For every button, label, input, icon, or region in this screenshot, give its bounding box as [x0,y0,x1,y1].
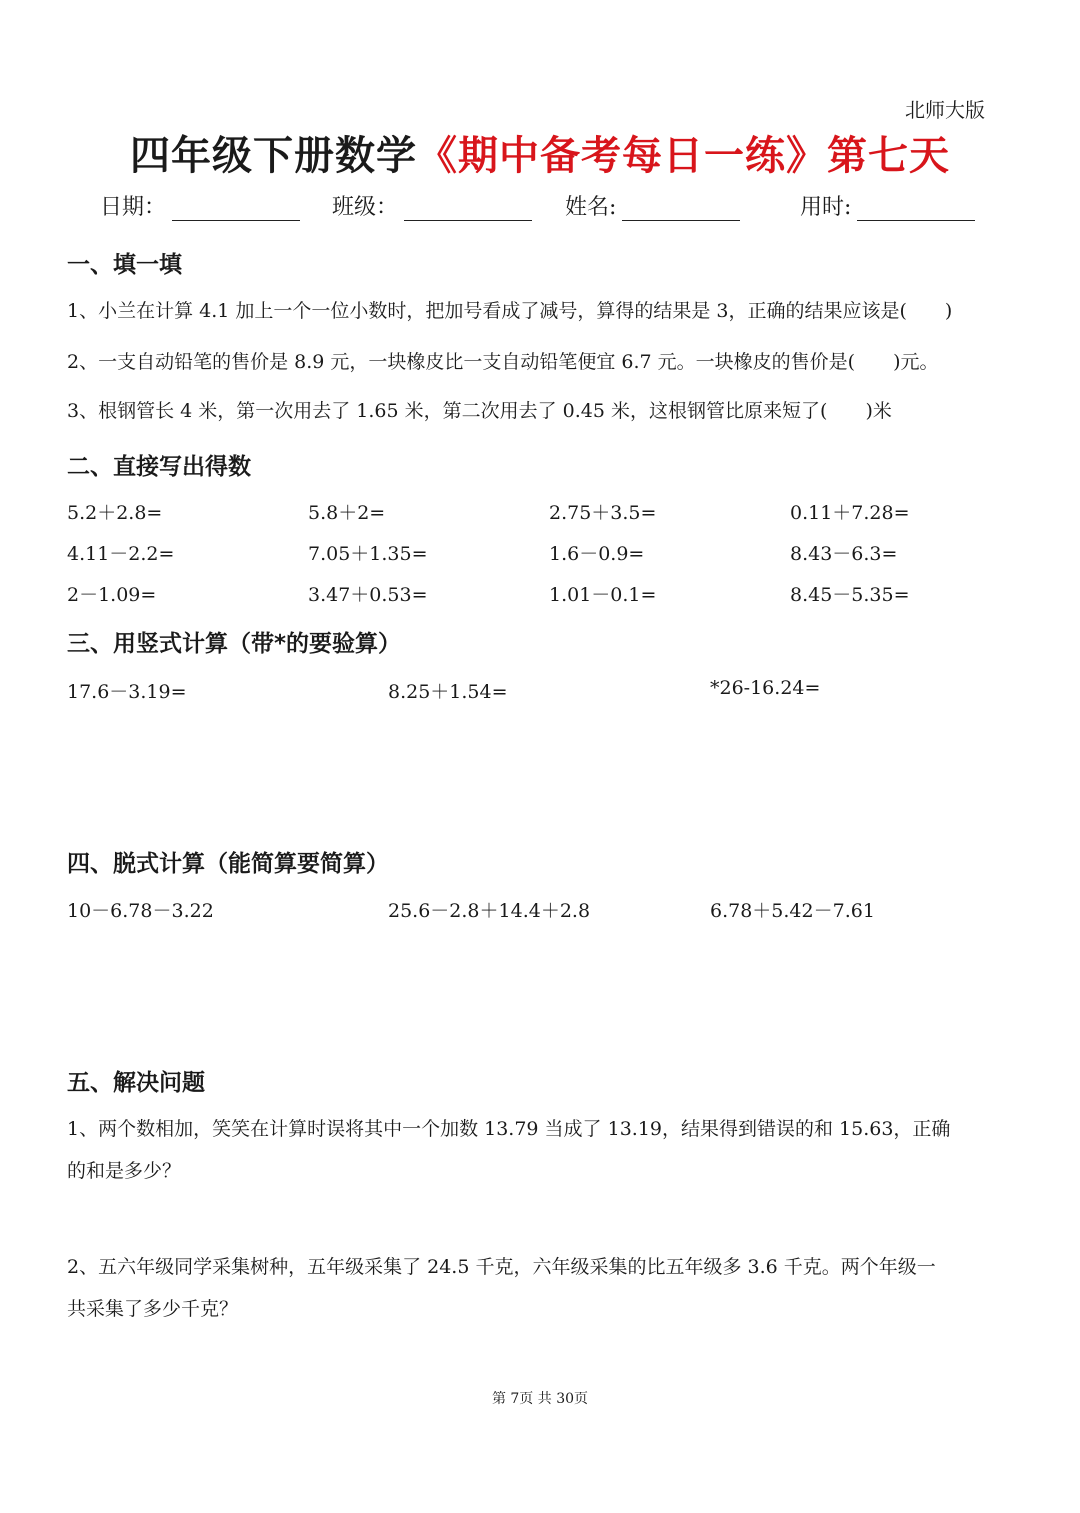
class-field[interactable] [332,190,532,221]
oral-calc-item: 5.2＋2.8= [67,502,163,524]
date-field[interactable] [100,190,300,221]
oral-calc-item: 3.47＋0.53= [308,584,428,606]
edition-label: 北师大版 [905,98,985,122]
oral-calc-item: 4.11－2.2= [67,543,175,565]
step-calc-item: 6.78＋5.42－7.61 [710,900,875,922]
oral-calc-item: 8.45－5.35= [790,584,910,606]
oral-calc-item: 0.11＋7.28= [790,502,910,524]
name-label: 姓名: [565,195,617,220]
step-calc-item: 10－6.78－3.22 [67,900,214,922]
name-field[interactable] [565,190,740,221]
section-vertical-calc-heading: 三、用竖式计算（带*的要验算） [67,631,402,657]
page-title [0,124,1080,181]
name-blank[interactable] [622,198,740,221]
oral-calc-item: 5.8＋2= [308,502,386,524]
class-blank[interactable] [404,198,532,221]
word-problem-2-line1: 2、五六年级同学采集树种，五年级采集了 24.5 千克，六年级采集的比五年级多 3.6 千克。两个年级一 [67,1256,936,1278]
section-step-calc-heading: 四、脱式计算（能简算要简算） [67,851,389,877]
oral-calc-item: 8.43－6.3= [790,543,898,565]
time-field[interactable] [800,190,975,221]
section-fill-in-heading: 一、填一填 [67,252,182,278]
section-oral-calc-heading: 二、直接写出得数 [67,454,251,480]
fill-question-3: 3、根钢管长 4 米，第一次用去了 1.65 米，第二次用去了 0.45 米，这根钢管比原来短了( )米 [67,400,892,422]
class-label: 班级： [332,195,399,220]
date-label: 日期： [100,195,167,220]
title-main: 四年级下册数学 [130,133,417,179]
date-blank[interactable] [172,198,300,221]
fill-question-2: 2、一支自动铅笔的售价是 8.9 元，一块橡皮比一支自动铅笔便宜 6.7 元。一块橡皮的售价是( )元。 [67,351,939,373]
title-highlight: 《期中备考每日一练》第七天 [417,133,950,179]
time-label: 用时: [800,195,852,220]
section-word-problems-heading: 五、解决问题 [67,1070,205,1096]
word-problem-1-line1: 1、两个数相加，笑笑在计算时误将其中一个加数 13.79 当成了 13.19，结果得到错误的和 15.63，正确 [67,1118,951,1140]
fill-question-1: 1、小兰在计算 4.1 加上一个一位小数时，把加号看成了减号，算得的结果是 3，正确的结果应该是( ) [67,300,953,322]
oral-calc-item: 2－1.09= [67,584,157,606]
time-blank[interactable] [857,198,975,221]
step-calc-item: 25.6－2.8＋14.4＋2.8 [388,900,591,922]
word-problem-1-line2: 的和是多少？ [67,1160,182,1182]
oral-calc-item: 1.01－0.1= [549,584,657,606]
word-problem-2-line2: 共采集了多少千克？ [67,1298,239,1320]
oral-calc-item: 1.6－0.9= [549,543,645,565]
oral-calc-item: 7.05＋1.35= [308,543,428,565]
vertical-calc-item: 17.6－3.19= [67,681,187,703]
vertical-calc-item: 8.25＋1.54= [388,681,508,703]
vertical-calc-item: *26-16.24= [710,677,821,699]
oral-calc-item: 2.75＋3.5= [549,502,657,524]
page-number: 第 7页 共 30页 [491,1391,589,1407]
